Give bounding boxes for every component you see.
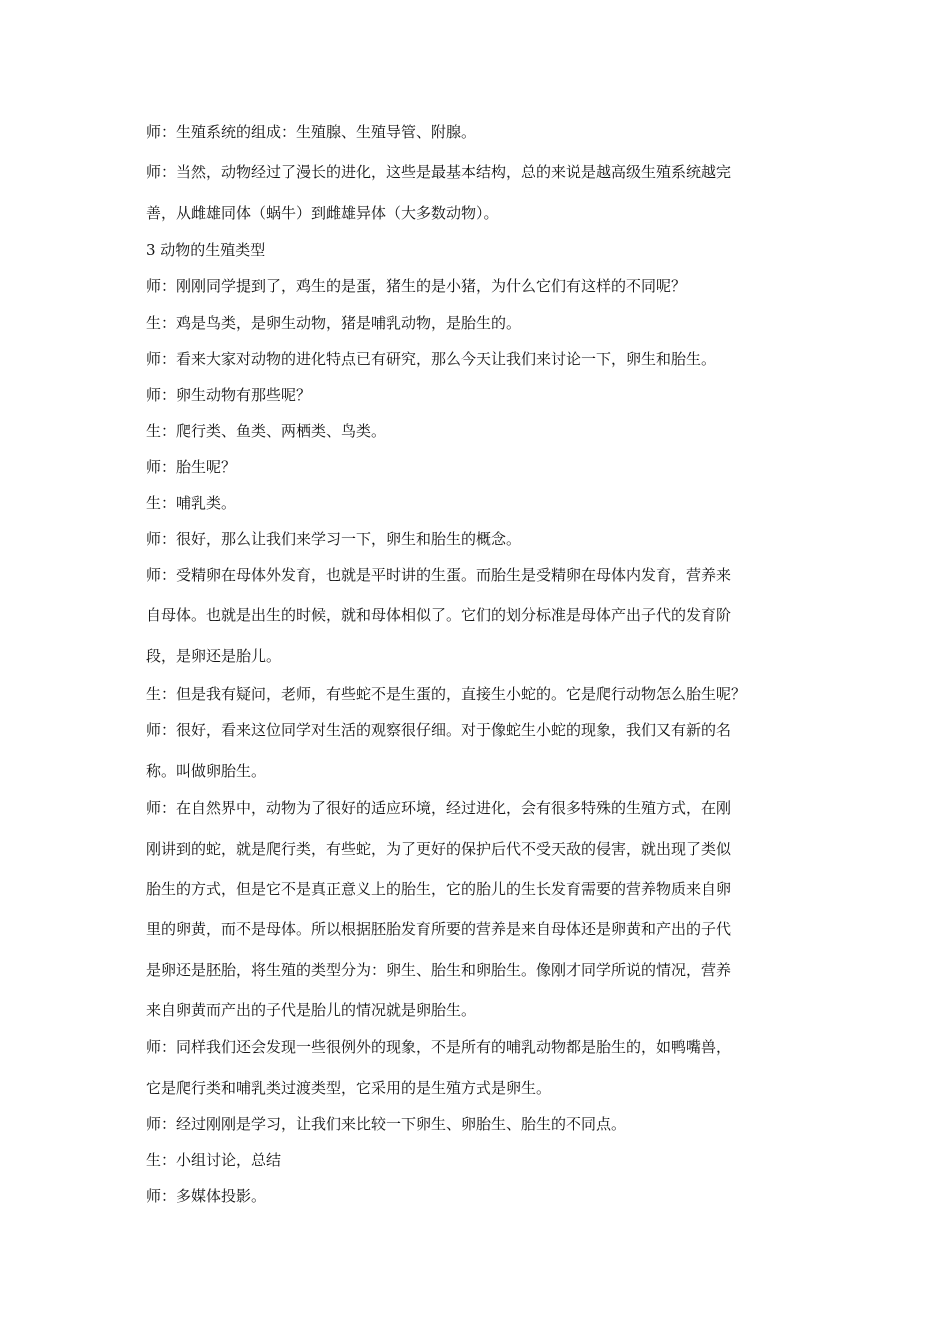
text-line: 善，从雌雄同体（蜗牛）到雌雄异体（大多数动物）。 — [146, 204, 499, 222]
text-line: 它是爬行类和哺乳类过渡类型，它采用的是生殖方式是卵生。 — [146, 1079, 552, 1097]
text-line: 生：鸡是鸟类，是卵生动物，猪是哺乳动物，是胎生的。 — [146, 314, 522, 332]
text-line: 师：受精卵在母体外发育，也就是平时讲的生蛋。而胎生是受精卵在母体内发育，营养来 — [146, 566, 732, 584]
text-line: 生：但是我有疑问，老师，有些蛇不是生蛋的，直接生小蛇的。它是爬行动物怎么胎生呢？ — [146, 685, 747, 703]
text-line: 生：爬行类、鱼类、两栖类、鸟类。 — [146, 422, 387, 440]
text-line: 师：当然，动物经过了漫长的进化，这些是最基本结构，总的来说是越高级生殖系统越完 — [146, 163, 732, 181]
text-line: 师：很好，看来这位同学对生活的观察很仔细。对于像蛇生小蛇的现象，我们又有新的名 — [146, 721, 732, 739]
text-line: 段，是卵还是胎儿。 — [146, 647, 282, 665]
text-line: 是卵还是胚胎，将生殖的类型分为：卵生、胎生和卵胎生。像刚才同学所说的情况，营养 — [146, 961, 732, 979]
text-line: 里的卵黄，而不是母体。所以根据胚胎发育所要的营养是来自母体还是卵黄和产出的子代 — [146, 920, 732, 938]
text-line: 师：很好，那么让我们来学习一下，卵生和胎生的概念。 — [146, 530, 522, 548]
text-line: 生：小组讨论，总结 — [146, 1151, 282, 1169]
text-line: 师：同样我们还会发现一些很例外的现象，不是所有的哺乳动物都是胎生的，如鸭嘴兽， — [146, 1038, 732, 1056]
section-heading: 3 动物的生殖类型 — [146, 241, 266, 259]
text-line: 自母体。也就是出生的时候，就和母体相似了。它们的划分标准是母体产出子代的发育阶 — [146, 606, 732, 624]
text-line: 刚讲到的蛇，就是爬行类，有些蛇，为了更好的保护后代不受天敌的侵害，就出现了类似 — [146, 840, 732, 858]
text-line: 生：哺乳类。 — [146, 494, 237, 512]
text-line: 师：胎生呢？ — [146, 458, 237, 476]
text-line: 师：在自然界中，动物为了很好的适应环境，经过进化，会有很多特殊的生殖方式，在刚 — [146, 799, 732, 817]
text-line: 师：看来大家对动物的进化特点已有研究，那么今天让我们来讨论一下，卵生和胎生。 — [146, 350, 717, 368]
text-line: 师：刚刚同学提到了，鸡生的是蛋，猪生的是小猪，为什么它们有这样的不同呢？ — [146, 277, 687, 295]
text-line: 师：卵生动物有那些呢？ — [146, 386, 312, 404]
text-line: 师：生殖系统的组成：生殖腺、生殖导管、附腺。 — [146, 123, 477, 141]
text-line: 师：经过刚刚是学习，让我们来比较一下卵生、卵胎生、胎生的不同点。 — [146, 1115, 627, 1133]
text-line: 来自卵黄而产出的子代是胎儿的情况就是卵胎生。 — [146, 1001, 477, 1019]
text-line: 胎生的方式，但是它不是真正意义上的胎生，它的胎儿的生长发育需要的营养物质来自卵 — [146, 880, 732, 898]
text-line: 师：多媒体投影。 — [146, 1187, 267, 1205]
text-line: 称。叫做卵胎生。 — [146, 762, 267, 780]
